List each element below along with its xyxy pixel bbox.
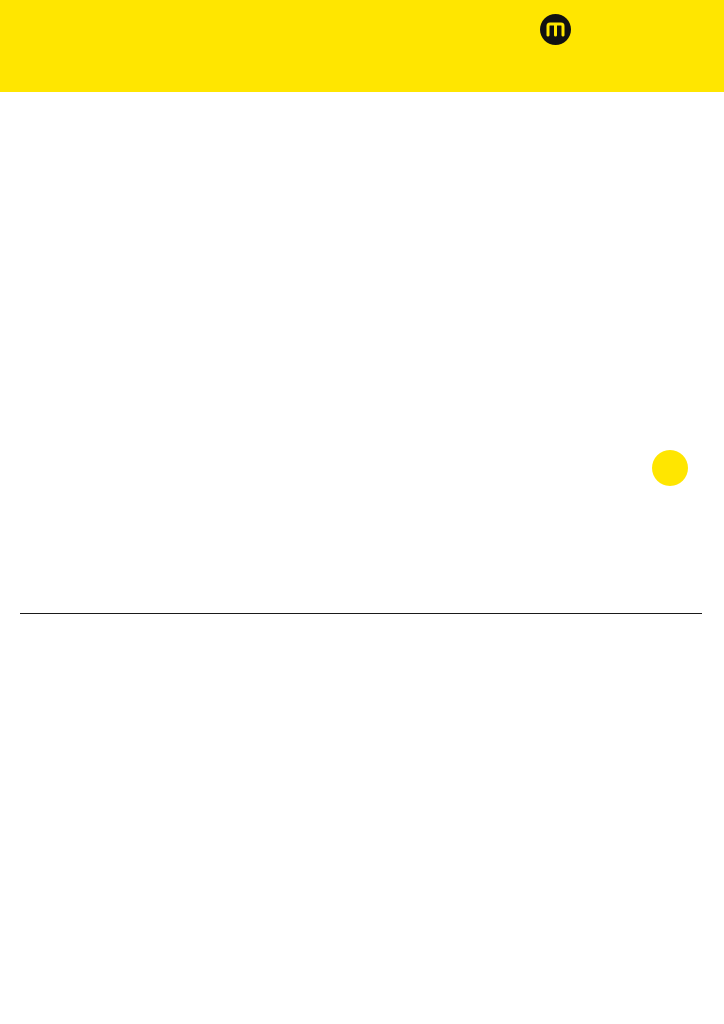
order-table [20,600,702,614]
new-badge [652,450,688,486]
brand-mark-icon [540,14,571,45]
table-header [20,600,702,614]
header-banner [0,0,724,92]
brand-logo [540,14,700,46]
header-rule [20,613,702,614]
